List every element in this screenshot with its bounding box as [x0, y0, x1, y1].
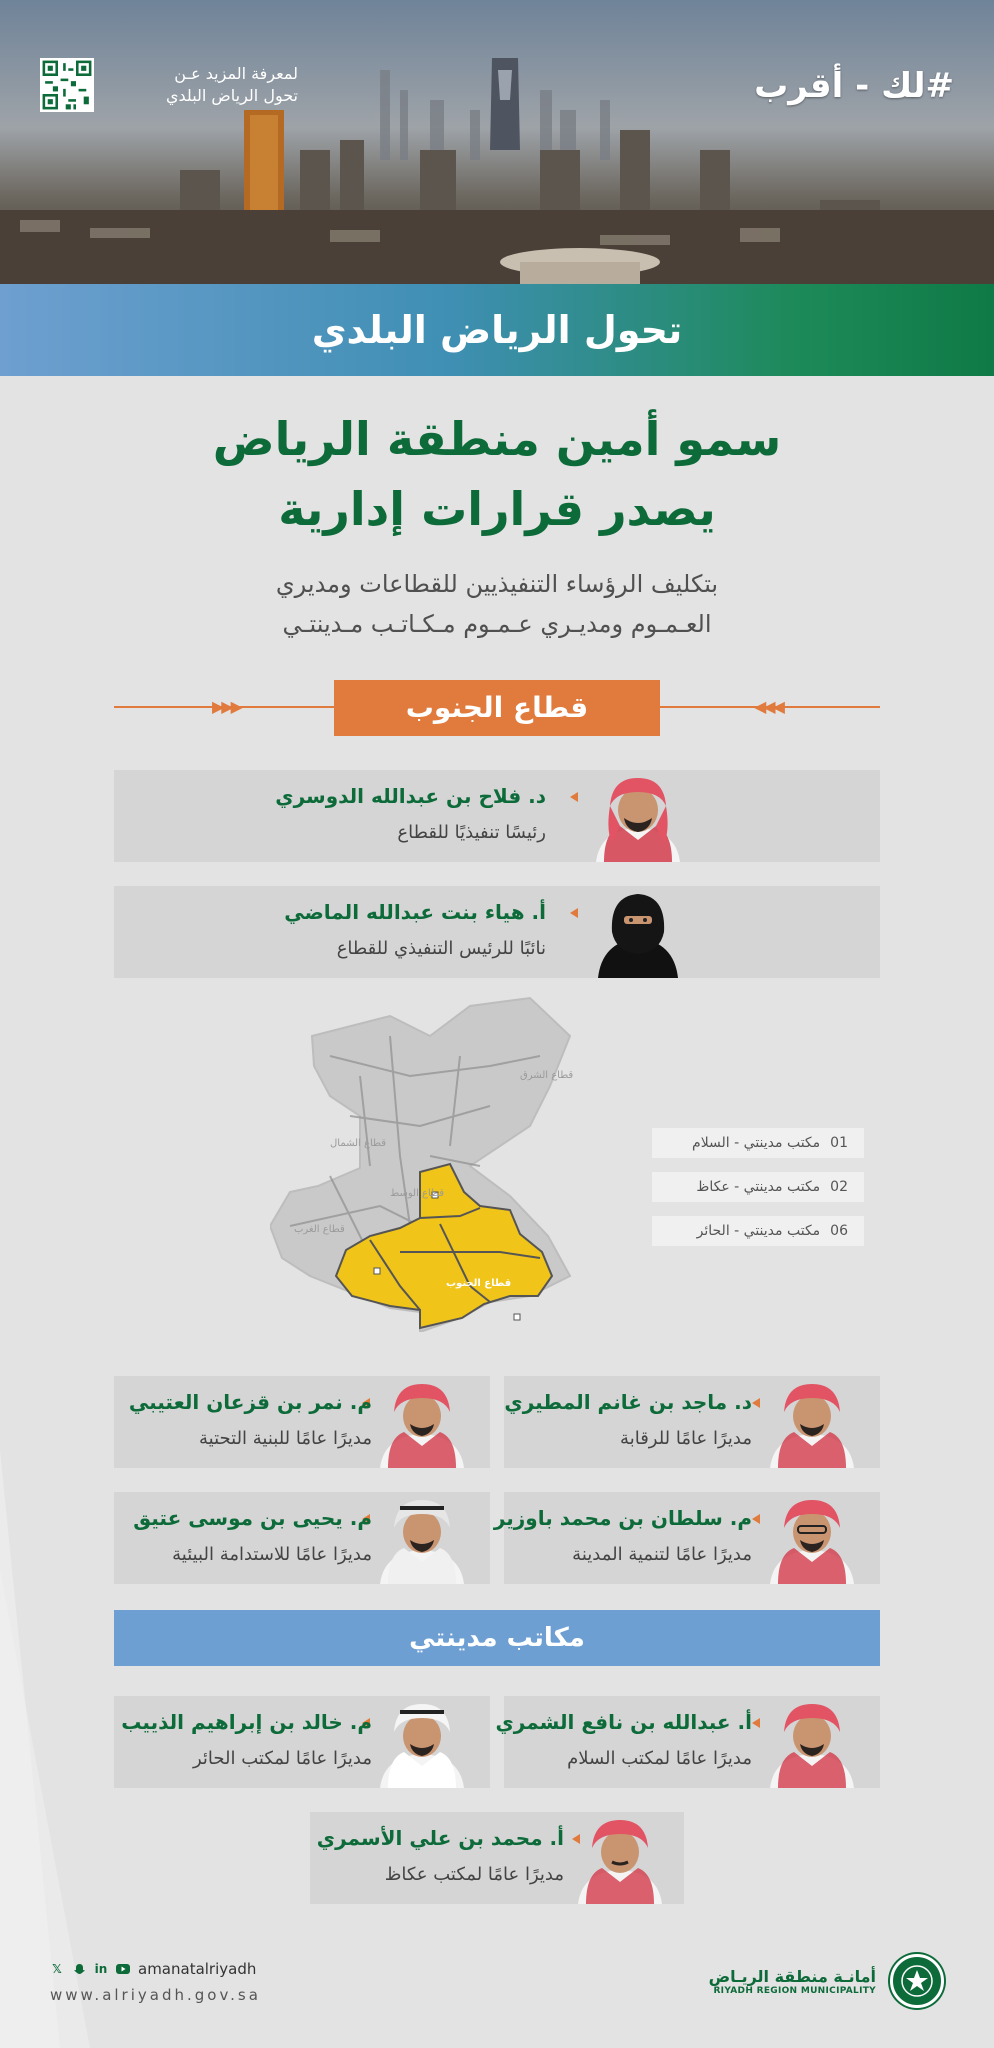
arrows-left-icon: ◀◀◀ — [754, 697, 782, 716]
person-name: أ. هياء بنت عبدالله الماضي — [284, 900, 546, 924]
person-role: نائبًا للرئيس التنفيذي للقطاع — [336, 938, 546, 959]
map-legend-item — [652, 1172, 864, 1202]
person-photo — [572, 1812, 668, 1904]
leader-card — [114, 886, 880, 978]
person-role: مديرًا عامًا للرقابة — [620, 1428, 752, 1449]
map-label-east: قطاع الشرق — [520, 1070, 574, 1081]
person-role: مديرًا عامًا لتنمية المدينة — [572, 1544, 752, 1565]
riyadh-sector-map — [270, 996, 600, 1332]
offices-title: مكاتب مدينتي — [409, 1623, 585, 1653]
snapchat-icon[interactable] — [72, 1962, 86, 1976]
person-name: د. ماجد بن غانم المطيري — [504, 1390, 752, 1414]
logo-english-name: RIYADH REGION MUNICIPALITY — [713, 1985, 876, 1996]
map-label-south: قطاع الجنوب — [446, 1278, 512, 1289]
map-label-north: قطاع الشمال — [330, 1138, 387, 1149]
subheadline-line2: العـمـوم ومديـري عـمـوم مـكـاتـب مـدينتـي — [282, 610, 712, 638]
person-photo — [764, 1492, 860, 1584]
bullet-arrow-icon — [752, 1718, 760, 1728]
legend-number: 01 — [830, 1135, 848, 1151]
title-band — [0, 284, 994, 376]
leader-card — [114, 770, 880, 862]
person-name: م. يحيى بن موسى عتيق — [133, 1506, 372, 1530]
office-marker — [374, 1268, 380, 1274]
map-legend-item — [652, 1128, 864, 1158]
qr-caption-line2: تحول الرياض البلدي — [165, 86, 298, 105]
person-name: د. فلاح بن عبدالله الدوسري — [275, 784, 546, 808]
logo-text — [709, 1967, 876, 1996]
map-label-west: قطاع الغرب — [294, 1224, 345, 1235]
director-card — [114, 1492, 490, 1584]
person-photo — [590, 770, 686, 862]
legend-number: 02 — [830, 1179, 848, 1195]
person-role: مديرًا عامًا للاستدامة البيئية — [172, 1544, 372, 1565]
arrows-right-icon: ▶▶▶ — [212, 697, 240, 716]
campaign-hashtag: #لك - أقرب — [754, 66, 954, 106]
qr-caption — [108, 63, 298, 107]
office-marker — [514, 1314, 520, 1320]
qr-caption-line1: لمعرفة المزيد عـن — [174, 64, 298, 83]
person-photo — [374, 1376, 470, 1468]
social-links — [50, 1960, 261, 1978]
website-link[interactable]: www.alriyadh.gov.sa — [50, 1986, 261, 2004]
page-title: تحول الرياض البلدي — [311, 308, 683, 352]
city-skyline-image — [0, 0, 994, 284]
x-icon[interactable]: 𝕏 — [52, 1962, 62, 1976]
person-role: مديرًا عامًا لمكتب السلام — [567, 1748, 752, 1769]
person-photo — [764, 1376, 860, 1468]
person-name: أ. محمد بن علي الأسمري — [316, 1826, 564, 1850]
director-card — [504, 1376, 880, 1468]
headline — [0, 404, 994, 544]
header-hero — [0, 0, 994, 284]
municipality-emblem-icon — [890, 1954, 944, 2008]
map-label-center: قطاع الوسط — [390, 1188, 445, 1199]
logo-arabic-name: أمانـة منطقة الريـاض — [708, 1966, 876, 1986]
person-role: مديرًا عامًا لمكتب عكاظ — [384, 1864, 564, 1885]
person-name: م. سلطان بن محمد باوزير — [493, 1506, 752, 1530]
office-head-card — [114, 1696, 490, 1788]
qr-info-block — [40, 58, 298, 112]
person-name: م. نمر بن قزعان العتيبي — [128, 1390, 372, 1414]
director-card — [114, 1376, 490, 1468]
headline-line1: سمو أمين منطقة الرياض — [212, 412, 782, 466]
linkedin-icon[interactable]: in — [94, 1962, 108, 1976]
person-name: م. خالد بن إبراهيم الذييب — [121, 1710, 372, 1734]
qr-code-icon[interactable] — [40, 58, 94, 112]
subheadline — [0, 564, 994, 644]
person-photo — [590, 886, 686, 978]
municipality-logo — [709, 1954, 944, 2008]
map-legend-item — [652, 1216, 864, 1246]
person-photo — [374, 1696, 470, 1788]
person-photo — [764, 1696, 860, 1788]
subheadline-line1: بتكليف الرؤساء التنفيذيين للقطاعات ومديري — [275, 570, 719, 598]
office-head-card — [495, 1696, 880, 1788]
headline-line2: يصدر قرارات إدارية — [278, 482, 716, 536]
director-card — [493, 1492, 880, 1584]
social-handle[interactable]: amanatalriyadh — [138, 1960, 257, 1978]
sector-title: قطاع الجنوب — [334, 680, 660, 736]
bullet-arrow-icon — [752, 1398, 760, 1408]
bullet-arrow-icon — [752, 1514, 760, 1524]
person-photo — [374, 1492, 470, 1584]
footer-contacts — [50, 1960, 261, 2004]
person-name: أ. عبدالله بن نافع الشمري — [495, 1710, 752, 1734]
legend-number: 06 — [830, 1223, 848, 1239]
person-role: مديرًا عامًا للبنية التحتية — [199, 1428, 372, 1449]
person-role: رئيسًا تنفيذيًا للقطاع — [397, 822, 546, 843]
legend-label: مكتب مدينتي - السلام — [692, 1135, 821, 1151]
person-role: مديرًا عامًا لمكتب الحائر — [192, 1748, 372, 1769]
legend-label: مكتب مدينتي - الحائر — [696, 1223, 821, 1239]
bullet-arrow-icon — [570, 792, 578, 802]
offices-band — [114, 1610, 880, 1666]
office-head-card — [310, 1812, 684, 1904]
bullet-arrow-icon — [572, 1834, 580, 1844]
bullet-arrow-icon — [570, 908, 578, 918]
legend-label: مكتب مدينتي - عكاظ — [696, 1179, 821, 1195]
youtube-icon[interactable] — [116, 1962, 130, 1976]
